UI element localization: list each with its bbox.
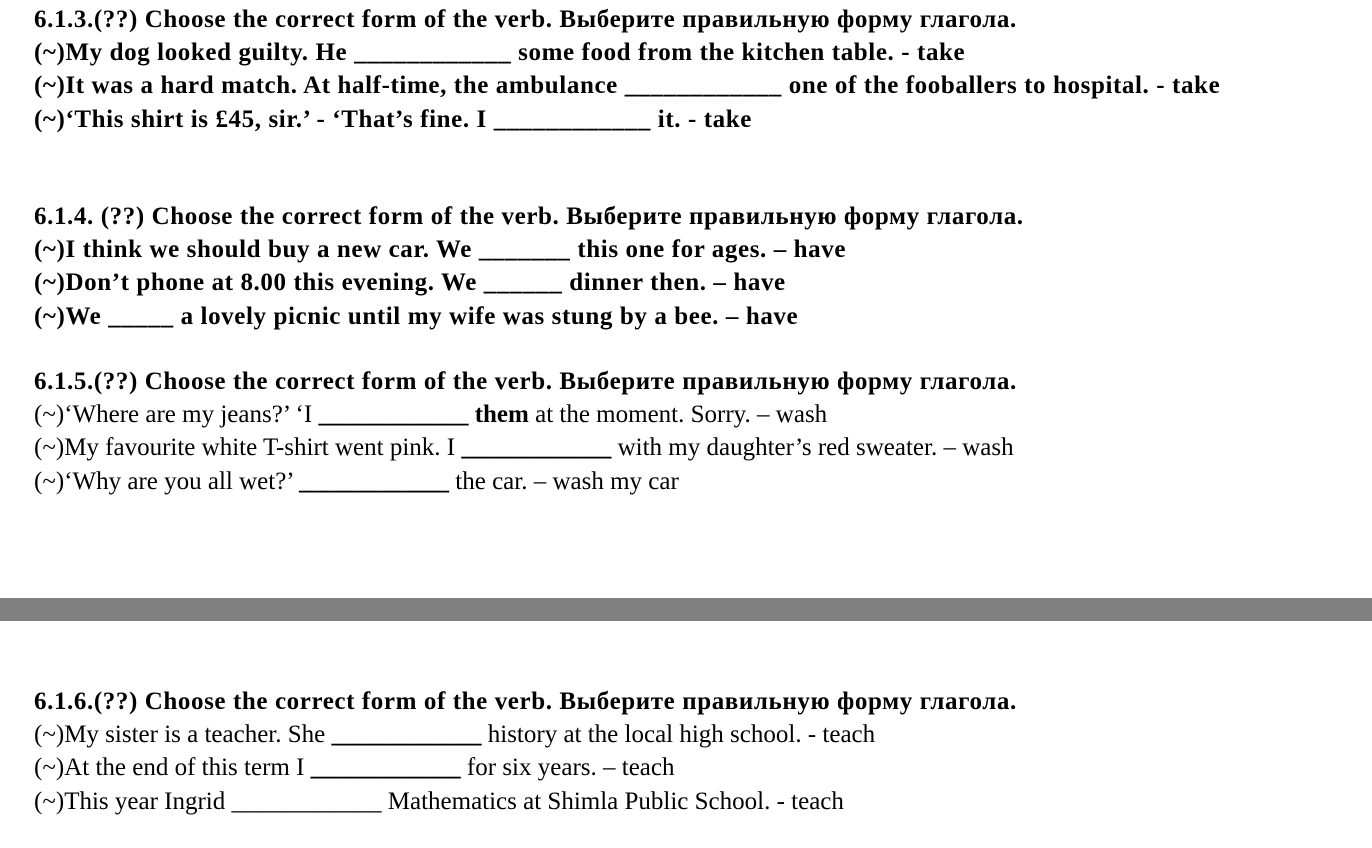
answer-blank[interactable]: ____________	[331, 721, 482, 749]
page-separator	[0, 598, 1372, 621]
item-text-after: the car. – wash my car	[449, 467, 679, 495]
exercise-item	[34, 233, 1334, 266]
exercise-item	[34, 266, 1334, 299]
answer-blank[interactable]: ____________	[461, 434, 612, 462]
item-marker: (~)	[34, 787, 65, 815]
item-text-after: some food from the kitchen table. - take	[511, 39, 966, 67]
item-marker: (~)	[34, 72, 66, 100]
item-text-before: ‘This shirt is £45, sir.’ - ‘That’s fine. I	[65, 105, 494, 133]
item-text-after: a lovely picnic until my wife was stung by a bee. – have	[173, 302, 799, 330]
item-marker: (~)	[34, 269, 66, 297]
item-text-before: At the end of this term I	[64, 754, 311, 782]
exercise-item	[34, 785, 1334, 818]
answer-blank[interactable]: _____	[108, 302, 174, 330]
exercise-item	[34, 103, 1334, 136]
item-text-after: Mathematics at Shimla Public School. - teach	[381, 787, 844, 815]
item-text-after: at the moment. Sorry. – wash	[528, 401, 828, 429]
exercise-item	[34, 431, 1334, 464]
item-marker: (~)	[34, 434, 65, 462]
item-text-after: with my daughter’s red sweater. – wash	[611, 434, 1014, 462]
exercise-6-1-4	[34, 200, 1334, 333]
item-bold-word: them	[468, 401, 529, 429]
answer-blank[interactable]: ____________	[354, 39, 512, 67]
item-text-before: This year Ingrid	[64, 787, 232, 815]
exercise-heading: 6.1.3.(??) Choose the correct form of the verb. Выберите правильную форму глагола.	[34, 6, 1017, 33]
exercise-6-1-6	[34, 685, 1334, 818]
item-marker: (~)	[34, 721, 65, 749]
exercise-heading: 6.1.5.(??) Choose the correct form of the verb. Выберите правильную форму глагола.	[34, 368, 1017, 395]
item-marker: (~)	[34, 754, 65, 782]
item-text-before: We	[65, 302, 109, 330]
answer-blank[interactable]: ____________	[231, 787, 382, 815]
exercise-6-1-5	[34, 365, 1334, 498]
item-marker: (~)	[34, 302, 66, 330]
item-text-before: Don’t phone at 8.00 this evening. We	[65, 269, 484, 297]
item-text-before: I think we should buy a new car. We	[65, 236, 479, 264]
answer-blank[interactable]: ____________	[493, 105, 651, 133]
exercise-item	[34, 718, 1334, 751]
item-marker: (~)	[34, 401, 65, 429]
exercise-item	[34, 69, 1234, 102]
answer-blank[interactable]: ______	[483, 269, 563, 297]
item-text-after: dinner then. – have	[562, 269, 786, 297]
item-text-before: ‘Why are you all wet?’	[64, 467, 300, 495]
exercise-item	[34, 300, 1334, 333]
item-text-before: ‘Where are my jeans?’ ‘I	[64, 401, 319, 429]
item-text-after: this one for ages. – have	[570, 236, 847, 264]
exercise-heading: 6.1.6.(??) Choose the correct form of the verb. Выберите правильную форму глагола.	[34, 688, 1017, 715]
exercise-6-1-3	[34, 3, 1334, 136]
answer-blank[interactable]: _______	[478, 236, 571, 264]
answer-blank[interactable]: ____________	[318, 401, 469, 429]
document-page-bottom	[0, 621, 1372, 848]
item-text-before: It was a hard match. At half-time, the ambulance	[65, 72, 625, 100]
answer-blank[interactable]: ____________	[299, 467, 450, 495]
item-text-after: one of the fooballers to hospital. - take	[781, 72, 1221, 100]
exercise-heading: 6.1.4. (??) Choose the correct form of the verb. Выберите правильную форму глагола.	[34, 203, 1024, 230]
item-marker: (~)	[34, 105, 66, 133]
exercise-item	[34, 36, 1334, 69]
exercise-item	[34, 465, 1334, 498]
item-text-before: My sister is a teacher. She	[64, 721, 332, 749]
exercise-item	[34, 398, 1334, 431]
item-text-after: it. - take	[650, 105, 752, 133]
item-marker: (~)	[34, 39, 66, 67]
exercise-item	[34, 751, 1334, 784]
answer-blank[interactable]: ____________	[310, 754, 461, 782]
answer-blank[interactable]: ____________	[624, 72, 782, 100]
item-text-after: history at the local high school. - teach	[481, 721, 876, 749]
item-marker: (~)	[34, 467, 65, 495]
item-text-before: My dog looked guilty. He	[65, 39, 355, 67]
item-text-before: My favourite white T-shirt went pink. I	[64, 434, 462, 462]
item-text-after: for six years. – teach	[460, 754, 675, 782]
item-marker: (~)	[34, 236, 66, 264]
